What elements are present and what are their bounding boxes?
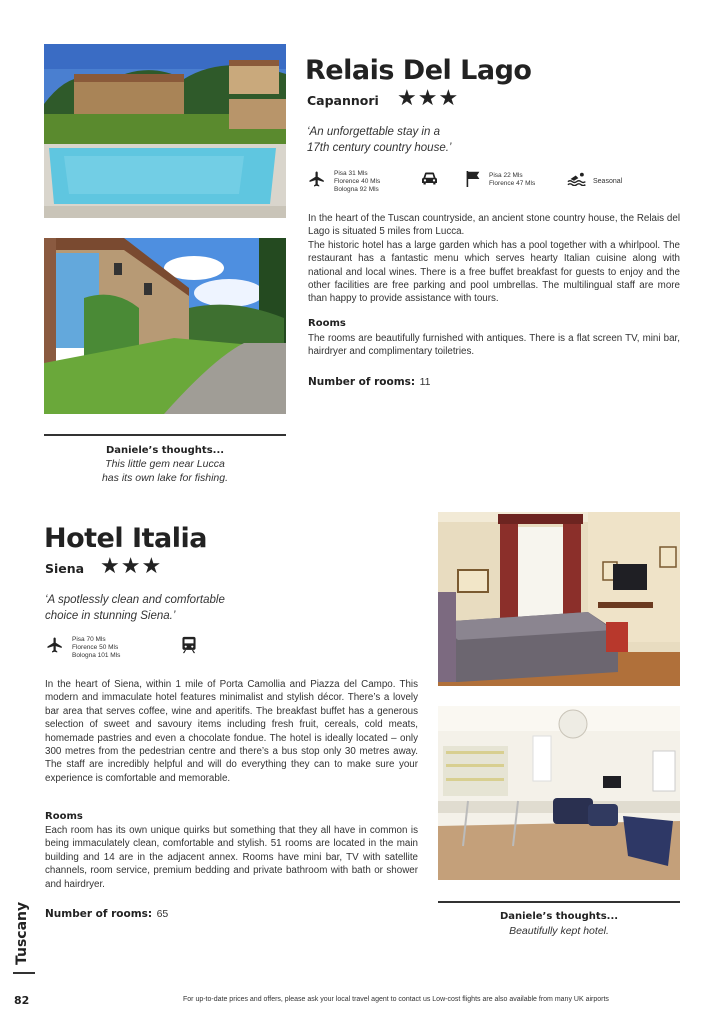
flag-icon (465, 170, 481, 188)
region-side-tab: Tuscany (14, 901, 30, 965)
thoughts-text (438, 925, 680, 939)
airplane-icon (307, 170, 327, 188)
rooms-count (45, 904, 168, 922)
quote-line: choice in stunning Siena.’ (45, 610, 176, 622)
rooms-heading: Rooms (45, 811, 83, 822)
rail-distances (489, 172, 535, 188)
blue-house-photo (44, 238, 286, 414)
rooms-heading: Rooms (308, 318, 346, 329)
distance-line: Florence 40 Mls (334, 178, 381, 185)
footer-note: For up-to-date prices and offers, please ask your local travel agent to contact us Low-cost flights are also available from many UK airports (183, 996, 609, 1003)
distance-line: Florence 50 Mls (72, 644, 119, 651)
quote-line: 17th century country house.’ (307, 142, 452, 154)
hotel-quote (45, 592, 405, 624)
hotel-quote (307, 124, 667, 156)
description-paragraph: In the heart of the Tuscan countryside, an ancient stone country house, the Relais del Lago is situated 5 miles from Lucca. (308, 213, 680, 238)
thoughts-divider (438, 901, 680, 903)
thoughts-line: has its own lake for fishing. (101, 471, 229, 484)
hotel-description (45, 678, 418, 785)
thoughts-divider (44, 434, 286, 436)
airplane-icon (45, 636, 65, 654)
rooms-description: The rooms are beautifully furnished with antiques. There is a flat screen TV, mini bar, hairdryer and complimentary toiletries. (308, 333, 680, 358)
star-rating: ★★★ (397, 85, 460, 110)
quote-line: ‘An unforgettable stay in a (307, 126, 440, 138)
pool-photo (44, 44, 286, 218)
bedroom-photo (438, 512, 680, 686)
distance-line: Pisa 70 Mls (72, 636, 106, 643)
pool-season: Seasonal (593, 178, 623, 185)
description-paragraph: In the heart of Siena, within 1 mile of Porta Camollia and Piazza del Campo. This modern and immaculate hotel features minimalist and stylish décor. There’s a lovely bar area that serves coffee, wine and aperitifs. The breakfast buffet has a generous selection of sweet and savoury items including fresh fruit, cereals, cold meats, homemade pastries and even a chocolate fondue. The hotel is ideally located – only 300 metres from the pedestrian centre and there’s a bus stop only 30 metres away. The staff are incredibly helpful and will do everything they can to make sure your experience is comfortable and memorable. (45, 679, 418, 784)
hotel-location: Capannori (307, 93, 379, 108)
rooms-count-label: Number of rooms: (308, 376, 416, 388)
rooms-count-value: 65 (156, 908, 169, 920)
rooms-count-label: Number of rooms: (45, 908, 153, 920)
rooms-description: Each room has its own unique quirks but something that they all have in common is being immaculately clean, comfortable and stylish. 51 rooms are located in the main building and 14 are in the adjacent annex. Rooms have mini bar, TV with satellite channels, room service, premium bedding and private bathroom with bath or shower and hairdryer. (45, 825, 418, 890)
rooms-count-value: 11 (419, 376, 431, 388)
hotel-title: Relais Del Lago (305, 55, 532, 86)
description-paragraph: The historic hotel has a large garden which has a pool together with a whirlpool. The restaurant has a fantastic menu which serves hearty Italian cuisine along with national and local wines. There is a free buffet breakfast for guests to enjoy and the other facilities are free parking and pool umbrellas. The multilingual staff are more than happy to provide assistance with tours. (308, 239, 680, 305)
train-icon (181, 636, 197, 654)
distance-line: Pisa 22 Mls (489, 172, 523, 179)
side-tab-line (13, 972, 35, 974)
quote-line: ‘A spotlessly clean and comfortable (45, 594, 225, 606)
lounge-photo (438, 706, 680, 880)
thoughts-title: Daniele’s thoughts... (105, 445, 225, 456)
thoughts-text (44, 458, 286, 485)
car-icon (420, 171, 439, 186)
distance-line: Pisa 31 Mls (334, 170, 368, 177)
page-number: 82 (14, 994, 30, 1007)
thoughts-line: This little gem near Lucca (105, 458, 225, 470)
airport-distances (334, 170, 380, 194)
rooms-count (308, 372, 430, 390)
airport-distances (72, 636, 120, 660)
hotel-location: Siena (45, 561, 85, 576)
distance-line: Bologna 92 Mls (334, 186, 379, 193)
thoughts-title: Daniele’s thoughts... (499, 911, 619, 922)
hotel-description (308, 212, 680, 306)
pool-icon (567, 172, 588, 186)
hotel-title: Hotel Italia (44, 523, 207, 554)
star-rating: ★★★ (100, 553, 163, 578)
thoughts-line: Beautifully kept hotel. (509, 925, 609, 937)
distance-line: Florence 47 Mls (489, 180, 536, 187)
distance-line: Bologna 101 Mls (72, 652, 121, 659)
